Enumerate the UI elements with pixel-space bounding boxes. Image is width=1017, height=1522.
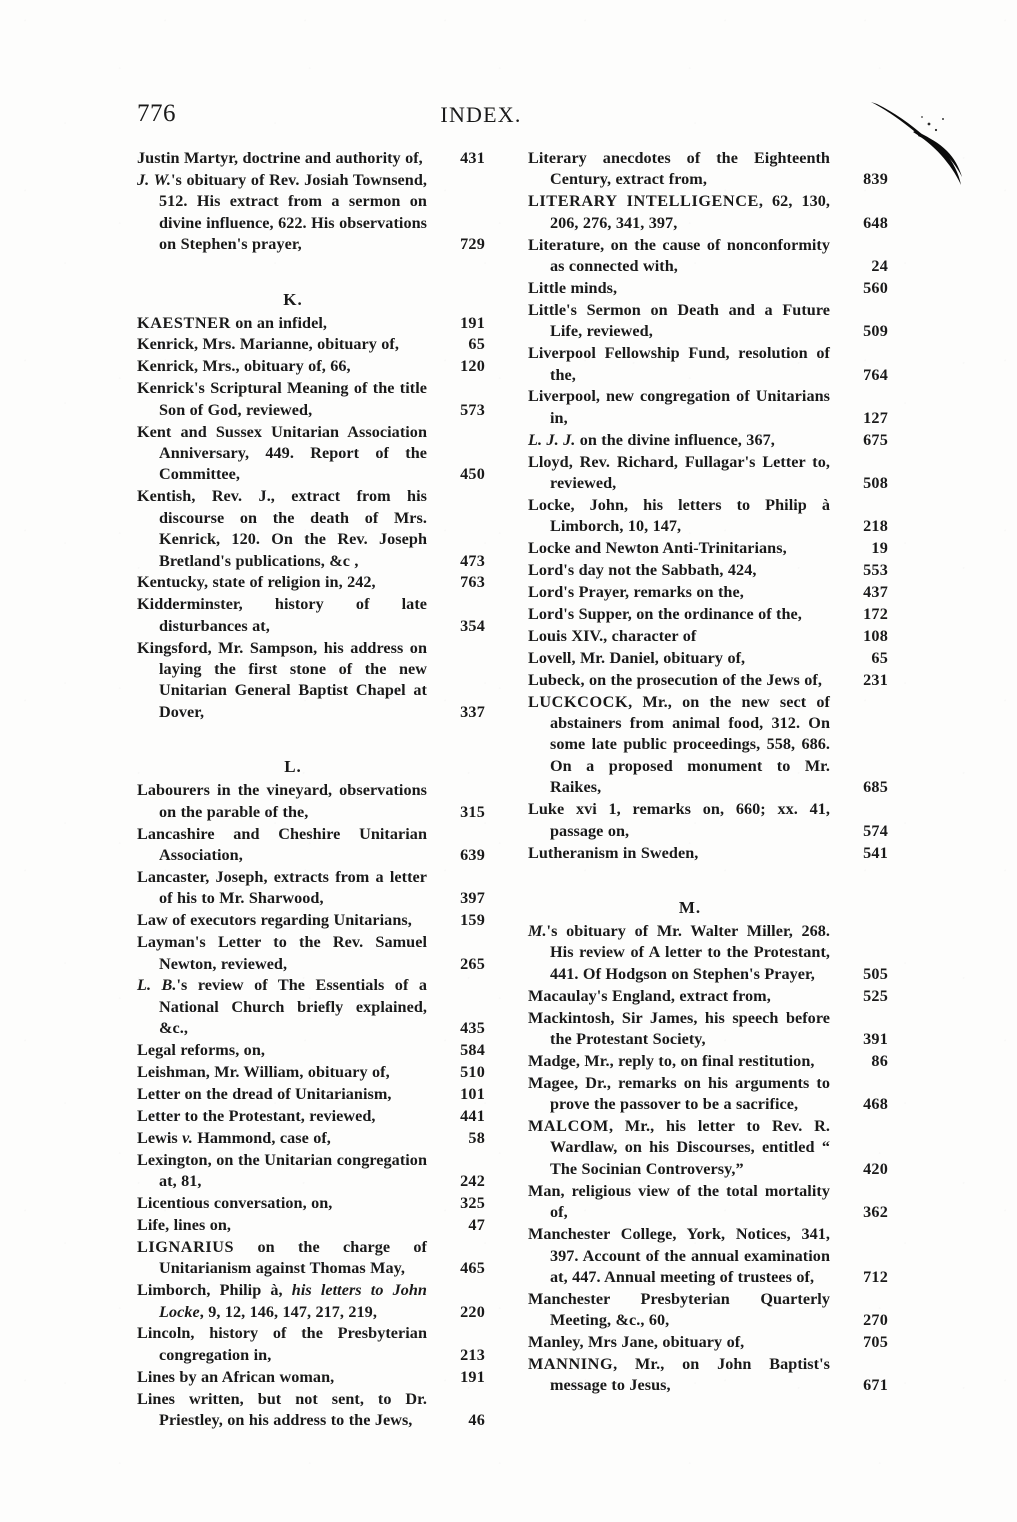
index-entry-page-number: 172 — [863, 605, 888, 624]
index-entry-page-number: 584 — [460, 1041, 485, 1060]
index-entry — [137, 1040, 485, 1061]
index-entry-text: Little's Sermon on Death and a Future Life, reviewed, — [528, 300, 830, 341]
index-entry-text: Labourers in the vineyard, observations on the parable of the, — [137, 781, 427, 821]
index-entry — [137, 572, 485, 593]
index-entry — [137, 867, 485, 910]
index-entry-page-number: 213 — [460, 1345, 485, 1364]
index-entry — [137, 1237, 485, 1280]
index-entry — [528, 799, 888, 842]
index-entry-text: KAESTNER on an infidel, — [137, 313, 327, 332]
index-entry-page-number: 24 — [871, 257, 888, 276]
index-entry-page-number: 505 — [863, 964, 888, 983]
index-entry-text: Lewis v. Hammond, case of, — [137, 1128, 331, 1147]
index-entry — [137, 1150, 485, 1193]
index-entry-page-number: 509 — [863, 322, 888, 341]
index-entry-page-number: 191 — [460, 1367, 485, 1386]
index-entry-text: Letter on the dread of Unitarianism, — [137, 1084, 392, 1103]
index-entry-text: Manley, Mrs Jane, obituary of, — [528, 1333, 745, 1352]
index-entry-text: LUCKCOCK, Mr., on the new sect of abstainers from animal food, 312. On some late public proceedings, 558, 686. On a proposed monument to Mr. Raikes, — [528, 692, 830, 797]
index-entry-page-number: 325 — [460, 1193, 485, 1212]
index-entry-text: Lancashire and Cheshire Unitarian Association, — [137, 824, 427, 864]
index-entry — [137, 170, 485, 256]
index-entry — [528, 538, 888, 559]
page-header — [0, 100, 1017, 134]
index-entry-page-number: 573 — [460, 400, 485, 419]
index-entry-page-number: 435 — [460, 1019, 485, 1038]
index-entry-page-number: 729 — [460, 235, 485, 254]
index-entry-text: Luke xvi 1, remarks on, 660; xx. 41, passage on, — [528, 800, 830, 840]
index-entry — [137, 910, 485, 931]
index-entry-page-number: 397 — [460, 889, 485, 908]
index-entry-text: Lines written, but not sent, to Dr. Priestley, on his address to the Jews, — [137, 1389, 427, 1430]
index-entry-page-number: 46 — [468, 1411, 485, 1430]
index-entry — [528, 1224, 888, 1288]
index-entry — [528, 626, 888, 647]
index-entry-text: Lloyd, Rev. Richard, Fullagar's Letter to, reviewed, — [528, 452, 830, 493]
index-entry-page-number: 127 — [863, 408, 888, 427]
index-entry-text: Locke and Newton Anti-Trinitarians, — [528, 539, 787, 558]
section-letter-heading: L. — [284, 757, 302, 777]
index-entry-text: J. W.'s obituary of Rev. Josiah Townsend, 512. His extract from a sermon on divine influence, 622. His observations on Stephen's prayer, — [137, 170, 427, 254]
index-entry — [528, 386, 888, 429]
index-entry-page-number: 270 — [863, 1311, 888, 1330]
index-entry — [137, 824, 485, 867]
index-entry — [528, 1332, 888, 1353]
index-entry — [137, 334, 485, 355]
index-entry — [528, 670, 888, 691]
index-entry — [528, 921, 888, 985]
section-letter-heading: K. — [283, 289, 303, 309]
index-entry-text: Louis XIV., character of — [528, 626, 697, 645]
index-entry-page-number: 354 — [460, 616, 485, 635]
index-entry-text: Literary anecdotes of the Eighteenth Century, extract from, — [528, 149, 830, 189]
index-entry — [528, 604, 888, 625]
index-entry-text: Limborch, Philip à, his letters to John Locke, 9, 12, 146, 147, 217, 219, — [137, 1281, 427, 1321]
index-entry-page-number: 648 — [863, 213, 888, 232]
index-entry-text: Kidderminster, history of late disturbances at, — [137, 595, 427, 635]
index-entry-page-number: 242 — [460, 1172, 485, 1191]
index-entry — [528, 235, 888, 278]
index-entry-page-number: 468 — [863, 1095, 888, 1114]
index-entry-text: Little minds, — [528, 278, 618, 297]
index-entry — [137, 1323, 485, 1366]
index-entry-text: Lord's Prayer, remarks on the, — [528, 583, 744, 602]
index-entry — [137, 1193, 485, 1214]
index-entry-text: Justin Martyr, doctrine and authority of, — [137, 149, 423, 167]
index-entry-text: Lord's day not the Sabbath, 424, — [528, 561, 757, 580]
index-entry-text: Liverpool Fellowship Fund, resolution of the, — [528, 344, 830, 384]
index-entry-page-number: 420 — [863, 1159, 888, 1178]
index-entry-page-number: 560 — [863, 278, 888, 297]
index-entry — [137, 313, 485, 334]
index-entry-text: L. J. J. on the divine influence, 367, — [528, 430, 775, 449]
index-entry — [528, 343, 888, 386]
index-entry-page-number: 86 — [871, 1051, 888, 1070]
index-entry-page-number: 218 — [863, 517, 888, 536]
index-entry-text: Magee, Dr., remarks on his arguments to prove the passover to be a sacrifice, — [528, 1073, 830, 1114]
index-entry-text: Lexington, on the Unitarian congregation at, 81, — [137, 1150, 427, 1191]
index-entry-text: Madge, Mr., reply to, on final restitution, — [528, 1051, 815, 1070]
folio-number: 776 — [137, 100, 176, 127]
index-column-left — [137, 148, 485, 1432]
index-entry-page-number: 65 — [871, 648, 888, 667]
index-entry-text: MANNING, Mr., on John Baptist's message to Jesus, — [528, 1355, 830, 1395]
index-entry-text: Liverpool, new congregation of Unitarians in, — [528, 387, 830, 427]
index-entry-page-number: 450 — [460, 465, 485, 484]
index-entry — [137, 486, 485, 572]
index-entry — [137, 1084, 485, 1105]
index-entry-page-number: 473 — [460, 551, 485, 570]
index-entry-text: Law of executors regarding Unitarians, — [137, 911, 412, 930]
index-entry-text: Locke, John, his letters to Philip à Limborch, 10, 147, — [528, 496, 830, 536]
index-entry-page-number: 764 — [863, 365, 888, 384]
index-entry-page-number: 159 — [460, 911, 485, 930]
index-entry-page-number: 510 — [460, 1063, 485, 1082]
index-entry — [528, 648, 888, 669]
index-entry-page-number: 391 — [863, 1029, 888, 1048]
index-column-right — [528, 148, 888, 1397]
index-entry-page-number: 574 — [863, 821, 888, 840]
index-entry-page-number: 337 — [460, 702, 485, 721]
index-entry — [528, 1289, 888, 1332]
index-entry-page-number: 465 — [460, 1259, 485, 1278]
index-entry — [137, 356, 485, 377]
index-entry — [528, 191, 888, 234]
index-entry — [137, 932, 485, 975]
index-entry-page-number: 712 — [863, 1267, 888, 1286]
index-entry-text: Layman's Letter to the Rev. Samuel Newton, reviewed, — [137, 933, 427, 973]
index-entry — [528, 843, 888, 864]
index-entry-page-number: 639 — [460, 845, 485, 864]
index-entry-text: Lord's Supper, on the ordinance of the, — [528, 605, 802, 624]
index-entry — [137, 1062, 485, 1083]
index-entry — [137, 975, 485, 1039]
index-entry — [137, 1215, 485, 1236]
index-entry — [137, 1280, 485, 1323]
index-entry — [528, 1051, 888, 1072]
index-entry-page-number: 431 — [460, 149, 485, 167]
index-entry-page-number: 362 — [863, 1203, 888, 1222]
index-entry-text: Kentish, Rev. J., extract from his discourse on the death of Mrs. Kenrick, 120. On the Rev. Joseph Bretland's publications, &c , — [137, 487, 427, 570]
index-entry-text: Kent and Sussex Unitarian Association Anniversary, 449. Report of the Committee, — [137, 422, 427, 484]
index-entry-text: Lines by an African woman, — [137, 1367, 335, 1386]
index-entry — [137, 1106, 485, 1127]
index-entry-text: Lincoln, history of the Presbyterian congregation in, — [137, 1324, 427, 1364]
index-entry-text: Manchester College, York, Notices, 341, 397. Account of the annual examination at, 447. Annual meeting of trustees of, — [528, 1225, 830, 1286]
index-entry-text: Leishman, Mr. William, obituary of, — [137, 1063, 390, 1082]
index-entry-page-number: 19 — [871, 539, 888, 558]
index-entry-text: Mackintosh, Sir James, his speech before the Protestant Society, — [528, 1008, 830, 1048]
index-entry-page-number: 508 — [863, 474, 888, 493]
index-entry — [137, 1367, 485, 1388]
index-entry — [528, 278, 888, 299]
index-entry-page-number: 191 — [460, 313, 485, 332]
index-entry-text: Macaulay's England, extract from, — [528, 986, 771, 1005]
section-letter-heading: M. — [678, 897, 702, 917]
index-entry — [528, 452, 888, 495]
index-entry-page-number: 763 — [460, 573, 485, 592]
index-entry-text: M.'s obituary of Mr. Walter Miller, 268. His review of A letter to the Protestant, 441. Of Hodgson on Stephen's Prayer, — [528, 921, 830, 983]
index-entry — [137, 638, 485, 724]
index-entry — [137, 1389, 485, 1432]
index-entry-text: Lubeck, on the prosecution of the Jews of, — [528, 670, 822, 689]
index-entry — [528, 1073, 888, 1116]
index-entry-text: Kingsford, Mr. Sampson, his address on laying the first stone of the new Unitarian General Baptist Chapel at Dover, — [137, 638, 427, 721]
index-entry — [528, 582, 888, 603]
index-entry — [528, 560, 888, 581]
index-entry-page-number: 47 — [468, 1215, 485, 1234]
index-entry-text: Kenrick, Mrs., obituary of, 66, — [137, 357, 351, 376]
index-entry-page-number: 120 — [460, 357, 485, 376]
index-entry-page-number: 553 — [863, 561, 888, 580]
index-entry — [137, 378, 485, 421]
index-entry-page-number: 671 — [863, 1376, 888, 1395]
index-entry-page-number: 315 — [460, 802, 485, 821]
index-entry — [528, 148, 888, 191]
index-entry — [528, 1116, 888, 1180]
index-entry-text: LIGNARIUS on the charge of Unitarianism against Thomas May, — [137, 1237, 427, 1278]
index-entry-page-number: 541 — [863, 843, 888, 862]
index-entry-text: Life, lines on, — [137, 1215, 231, 1234]
index-entry — [528, 430, 888, 451]
index-entry-page-number: 685 — [863, 778, 888, 797]
index-entry-text: Lovell, Mr. Daniel, obituary of, — [528, 648, 746, 667]
index-entry-text: Letter to the Protestant, reviewed, — [137, 1106, 376, 1125]
index-entry-page-number: 525 — [863, 986, 888, 1005]
index-entry-text: Kenrick's Scriptural Meaning of the title Son of God, reviewed, — [137, 379, 427, 419]
index-entry-page-number: 220 — [460, 1302, 485, 1321]
index-entry-page-number: 108 — [863, 626, 888, 645]
index-entry — [528, 1181, 888, 1224]
index-entry-text: L. B.'s review of The Essentials of a National Church briefly explained, &c., — [137, 976, 427, 1038]
index-entry-text: Literature, on the cause of nonconformity as connected with, — [528, 235, 830, 276]
index-entry-page-number: 437 — [863, 583, 888, 602]
index-entry-page-number: 441 — [460, 1106, 485, 1125]
index-entry — [528, 986, 888, 1007]
index-entry-page-number: 231 — [863, 670, 888, 689]
index-entry-text: Licentious conversation, on, — [137, 1193, 333, 1212]
index-entry-page-number: 675 — [863, 430, 888, 449]
index-entry — [137, 148, 485, 169]
index-entry-text: MALCOM, Mr., his letter to Rev. R. Wardlaw, on his Discourses, entitled “ The Socinian Controversy,” — [528, 1117, 830, 1178]
index-entry — [137, 594, 485, 637]
index-entry — [528, 495, 888, 538]
index-entry — [137, 780, 485, 823]
index-entry-page-number: 705 — [863, 1333, 888, 1352]
index-entry-page-number: 65 — [468, 335, 485, 354]
index-entry — [137, 422, 485, 486]
index-entry — [528, 692, 888, 799]
running-head: INDEX. — [440, 102, 522, 127]
index-entry-text: Manchester Presbyterian Quarterly Meeting, &c., 60, — [528, 1289, 830, 1330]
index-entry-text: Legal reforms, on, — [137, 1041, 265, 1060]
index-entry-page-number: 101 — [460, 1084, 485, 1103]
index-entry — [528, 1354, 888, 1397]
index-entry-page-number: 839 — [863, 170, 888, 189]
index-entry-text: Kentucky, state of religion in, 242, — [137, 573, 376, 592]
index-entry-text: LITERARY INTELLIGENCE, 62, 130, 206, 276, 341, 397, — [528, 192, 830, 232]
index-entry-text: Lancaster, Joseph, extracts from a letter of his to Mr. Sharwood, — [137, 867, 427, 908]
index-entry-text: Kenrick, Mrs. Marianne, obituary of, — [137, 335, 399, 354]
index-entry-page-number: 58 — [468, 1128, 485, 1147]
index-entry-text: Man, religious view of the total mortality of, — [528, 1181, 830, 1222]
index-entry-text: Lutheranism in Sweden, — [528, 843, 699, 862]
index-entry-page-number: 265 — [460, 954, 485, 973]
index-entry — [528, 1008, 888, 1051]
index-entry — [528, 300, 888, 343]
index-entry — [137, 1128, 485, 1149]
